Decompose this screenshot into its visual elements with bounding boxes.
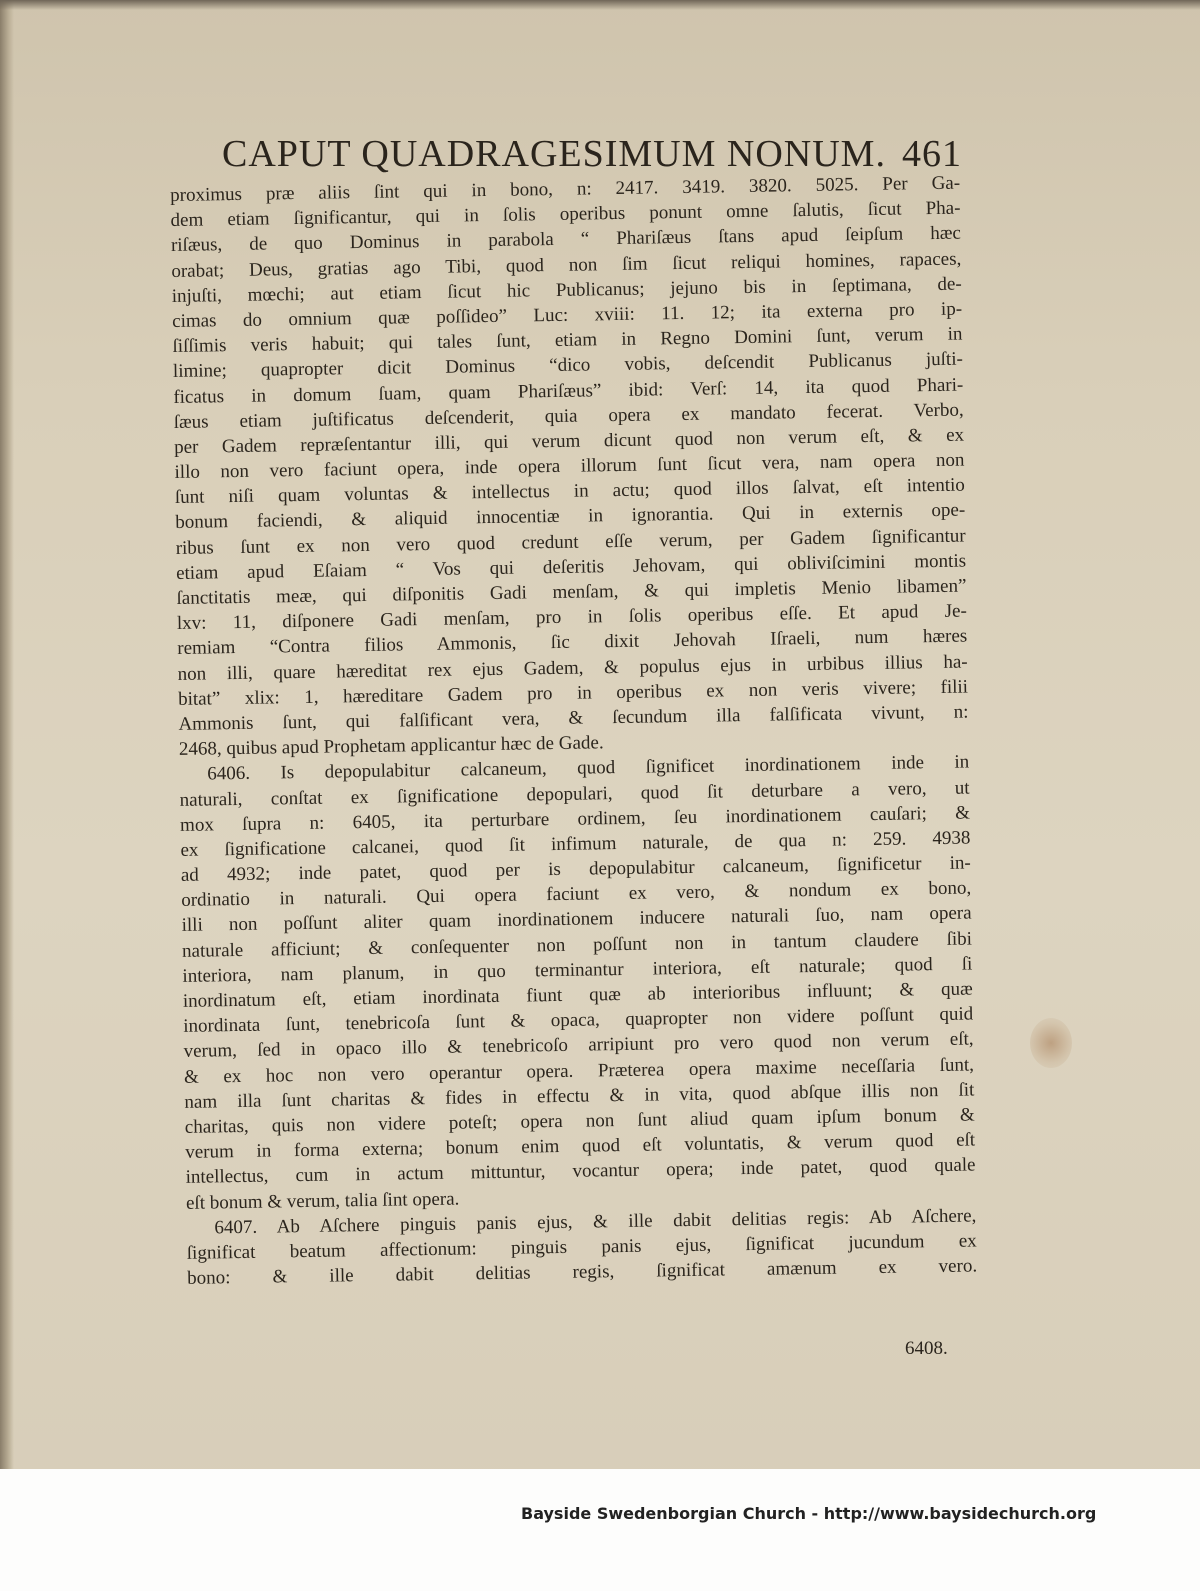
text-line: per Gadem repræſentantur illi, qui verum dicunt quod non verum eſt, & ex <box>173 424 965 458</box>
text-line: riſæus, de quo Dominus in parabola “ Phariſæus ſtans apud ſeipſum hæc <box>170 222 962 257</box>
page-top-shadow <box>0 0 1200 10</box>
text-line: orabat; Deus, gratias ago Tibi, quod non ſim ſicut reliqui homines, rapaces, <box>171 248 962 282</box>
text-line: eſt bonum & verum, talia ſint opera. <box>185 1188 460 1214</box>
text-line: ribus ſunt ex non vero quod credunt eſſe verum, per Gadem ſignificantur <box>175 525 966 559</box>
text-line: & ex hoc non vero operantur opera. Præterea opera maxime neceſſaria ſunt, <box>183 1054 975 1088</box>
text-line: mox ſupra n: 6405, ita perturbare ordinem, ſeu inordinationem cauſari; & <box>179 802 971 836</box>
text-line: inordinatum eſt, etiam inordinata fiunt quæ ab interioribus influunt; & quæ <box>182 978 973 1012</box>
text-line: ad 4932; inde patet, quod per is depopulabitur calcaneum, ſignificetur in- <box>180 852 971 886</box>
page-number: 461 <box>902 133 962 175</box>
text-line: lxv: 11, diſponere Gadi menſam, pro in ſolis operibus eſſe. Et apud Je- <box>176 600 967 635</box>
footer-band <box>0 1469 1200 1591</box>
text-line: naturale afficiunt; & conſequenter non poſſunt non in tantum claudere ſibi <box>181 928 973 962</box>
text-line: etiam apud Eſaiam “ Vos qui deſeritis Jehovam, qui obliviſcimini montis <box>175 550 967 584</box>
text-line: inordinata ſunt, tenebricoſa ſunt & opaca, quapropter non videre poſſunt quid <box>183 1003 974 1038</box>
text-line: intellectus, cum in actum mittuntur, vocantur opera; inde patet, quod quale <box>185 1154 976 1189</box>
text-line: injuſti, mœchi; aut etiam ſicut hic Publicanus; jejuno bis in ſeptimana, de- <box>171 273 962 307</box>
text-line: Ammonis ſunt, qui falſificant vera, & ſecundum illa falſificata vivunt, n: <box>178 701 969 735</box>
text-line: cimas do omnium quæ poſſideo” Luc: xviii: 11. 12; ita externa pro ip- <box>172 298 963 332</box>
text-line: dem etiam ſignificantur, qui in ſolis operibus ponunt omne ſalutis, ſicut Pha- <box>170 197 961 232</box>
text-line: ſiſſimis veris habuit; qui tales ſunt, etiam in Regno Domini ſunt, verum in <box>172 323 963 358</box>
chapter-title: CAPUT QUADRAGESIMUM NONUM. <box>222 133 886 175</box>
text-line: non illi, quare hæreditat rex ejus Gadem, & populus ejus in urbibus illius ha- <box>177 651 968 685</box>
text-line: ex ſignificatione calcanei, quod ſit infimum naturale, de qua n: 259. 4938 <box>180 827 971 861</box>
page-edge-shadow <box>0 0 14 1591</box>
text-line: bono: & ille dabit delitias regis, ſignificat amænum ex vero. <box>187 1255 978 1289</box>
text-line: ſignificat beatum affectionum: pinguis panis ejus, ſignificat jucundum ex <box>186 1230 977 1264</box>
catchword: 6408. <box>905 1338 948 1359</box>
text-line: verum in forma externa; bonum enim quod eſt voluntatis, & verum quod eſt <box>185 1129 976 1164</box>
text-line: charitas, quis non videre poteſt; opera non ſunt aliud quam ipſum bonum & <box>184 1104 975 1138</box>
text-line: illi non poſſunt aliter quam inordinationem inducere naturali ſuo, nam opera <box>181 902 972 937</box>
text-line: 6406. Is depopulabitur calcaneum, quod ſignificet inordinationem inde in <box>207 751 970 785</box>
text-line: 2468, quibus apud Prophetam applicantur hæc de Gade. <box>178 732 604 761</box>
text-line: interiora, nam planum, in quo terminantur interiora, eſt naturale; quod ſi <box>182 953 973 987</box>
text-line: ordinatio in naturali. Qui opera faciunt ex vero, & nondum ex bono, <box>181 877 972 912</box>
text-line: ſunt niſi quam voluntas & intellectus in actu; quod illos ſalvat, eſt intentio <box>174 474 966 509</box>
text-line: limine; quapropter dicit Dominus “dico vobis, deſcendit Publicanus juſti- <box>172 348 964 383</box>
watermark-text: Bayside Swedenborgian Church - http://www.baysidechurch.org <box>521 1504 1097 1523</box>
text-line: ficatus in domum ſuam, quam Phariſæus” ibid: Verſ: 14, ita quod Phari- <box>173 374 964 408</box>
running-header <box>222 132 962 176</box>
body-text <box>170 171 977 1292</box>
text-line: remiam “Contra filios Ammonis, ſic dixit Jehovah Iſraeli, num hæres <box>177 625 968 660</box>
text-line: ſæus etiam juſtificatus deſcenderit, quia opera ex mandato fecerat. Verbo, <box>173 399 964 433</box>
text-line: bonum faciendi, & aliquid innocentiæ in ignorantia. Qui in externis ope- <box>175 499 966 534</box>
text-line: illo non vero faciunt opera, inde opera illorum ſunt ſicut vera, nam opera non <box>174 449 965 484</box>
text-line: 6407. Ab Aſchere pinguis panis ejus, & ille dabit delitias regis: Ab Aſchere, <box>214 1205 977 1239</box>
text-line: nam illa ſunt charitas & fides in effectu & in vita, quod abſque illis non ſit <box>184 1079 975 1113</box>
text-line: ſanctitatis meæ, qui diſponitis Gadi menſam, & qui impletis Menio libamen” <box>176 575 967 609</box>
text-line: naturali, conſtat ex ſignificatione depopulari, quod ſit deturbare a vero, ut <box>179 777 970 811</box>
paper-stain <box>1030 1018 1072 1068</box>
text-line: proximus præ aliis ſint qui in bono, n: 2417. 3419. 3820. 5025. Per Ga- <box>170 172 961 206</box>
text-line: bitat” xlix: 1, hæreditare Gadem pro in operibus ex non veris vivere; filii <box>177 676 969 710</box>
text-line: verum, ſed in opaco illo & tenebricoſo arripiunt pro vero quod non verum eſt, <box>183 1028 974 1063</box>
